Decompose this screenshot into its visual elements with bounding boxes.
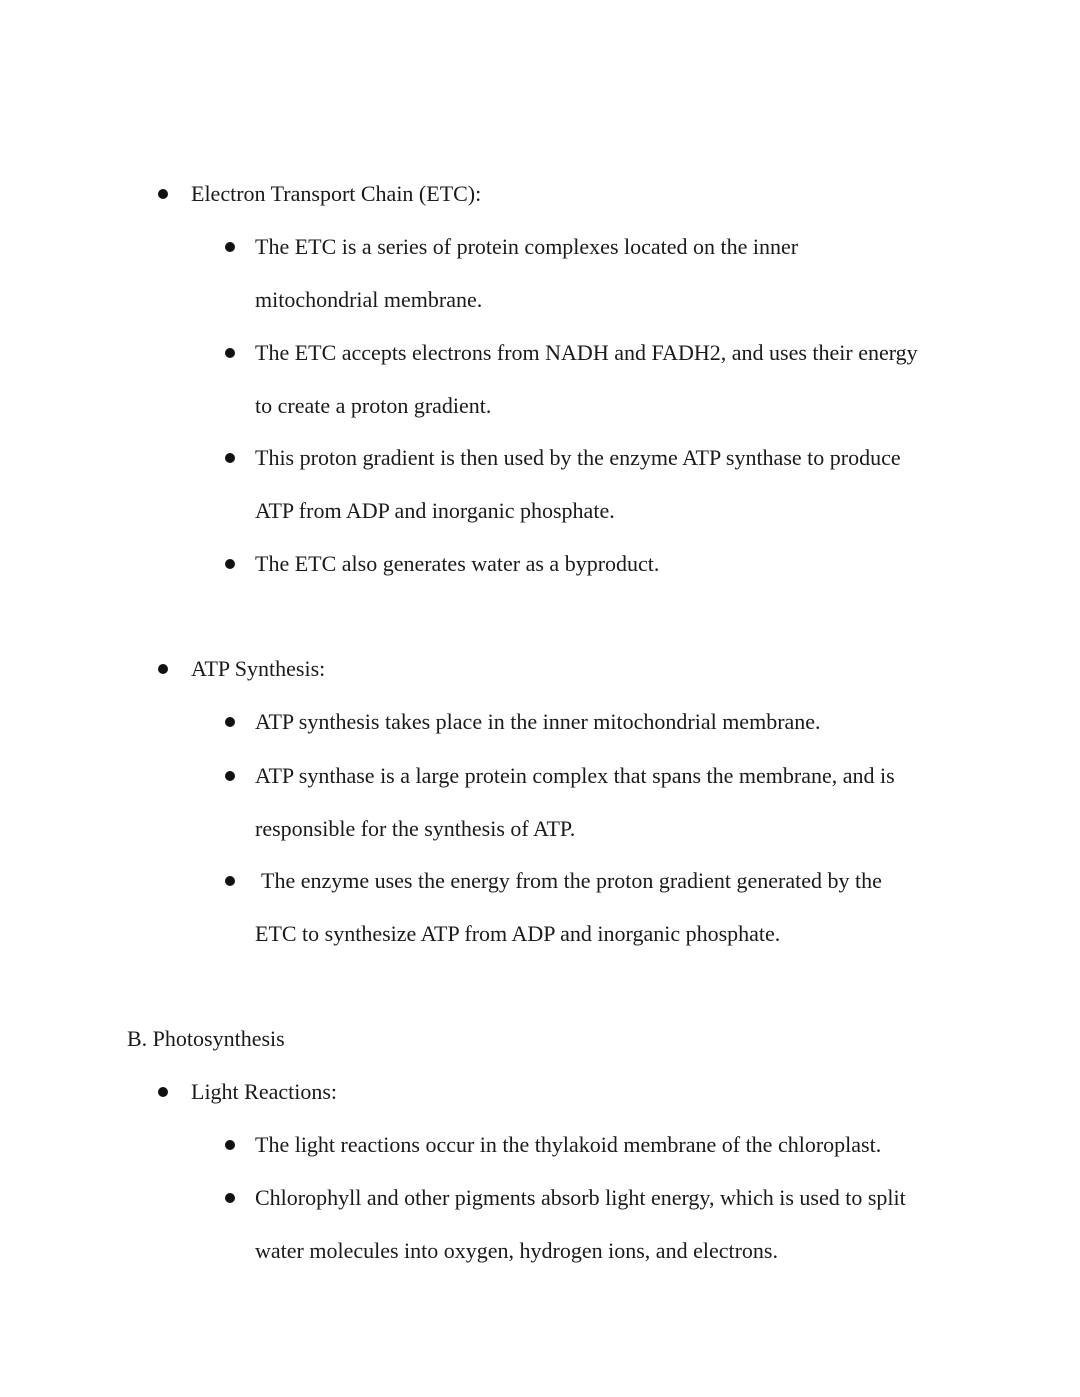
bullet-icon: [225, 559, 235, 569]
bullet-icon: [225, 771, 235, 781]
list-item-continuation: mitochondrial membrane.: [255, 287, 483, 312]
list-item: The ETC is a series of protein complexes located on the inner: [255, 234, 799, 259]
section-heading-light-reactions: Light Reactions:: [191, 1079, 338, 1104]
part-title-photosynthesis: B. Photosynthesis: [127, 1026, 285, 1051]
section-heading-etc: Electron Transport Chain (ETC):: [191, 181, 482, 206]
list-item: This proton gradient is then used by the enzyme ATP synthase to produce: [255, 445, 901, 470]
list-item-continuation: water molecules into oxygen, hydrogen ions, and electrons.: [255, 1238, 778, 1263]
bullet-icon: [225, 1193, 235, 1203]
bullet-icon: [225, 453, 235, 463]
bullet-icon: [225, 348, 235, 358]
list-item: The light reactions occur in the thylakoid membrane of the chloroplast.: [255, 1132, 882, 1157]
section-heading-atp-synthesis: ATP Synthesis:: [191, 656, 326, 681]
list-item-continuation: responsible for the synthesis of ATP.: [255, 816, 576, 841]
bullet-icon: [225, 242, 235, 252]
bullet-icon: [225, 876, 235, 886]
bullet-icon: [158, 664, 168, 674]
list-item: ATP synthesis takes place in the inner mitochondrial membrane.: [255, 709, 821, 734]
bullet-icon: [225, 1140, 235, 1150]
bullet-icon: [225, 717, 235, 727]
bullet-icon: [158, 1087, 168, 1097]
list-item: Chlorophyll and other pigments absorb light energy, which is used to split: [255, 1185, 906, 1210]
bullet-icon: [158, 189, 168, 199]
list-item: ATP synthase is a large protein complex that spans the membrane, and is: [255, 763, 895, 788]
list-item: The ETC also generates water as a byproduct.: [255, 551, 660, 576]
list-item: The ETC accepts electrons from NADH and FADH2, and uses their energy: [255, 340, 918, 365]
list-item-continuation: to create a proton gradient.: [255, 393, 492, 418]
list-item: The enzyme uses the energy from the proton gradient generated by the: [261, 868, 882, 893]
list-item-continuation: ETC to synthesize ATP from ADP and inorganic phosphate.: [255, 921, 781, 946]
list-item-continuation: ATP from ADP and inorganic phosphate.: [255, 498, 615, 523]
